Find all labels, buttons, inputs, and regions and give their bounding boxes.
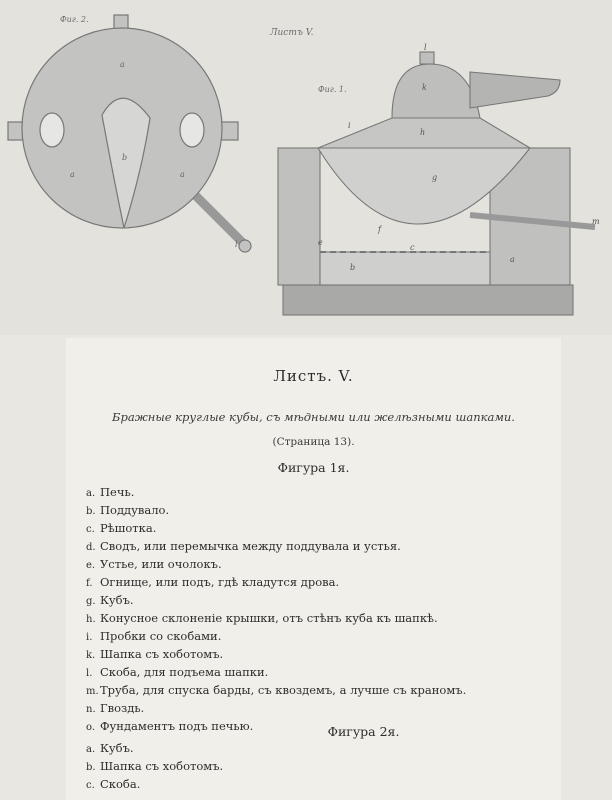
legend-letter: i.	[86, 632, 93, 643]
legend-text: Поддувало.	[100, 503, 170, 517]
fig1-letter: g	[432, 173, 438, 182]
legend-item	[86, 647, 223, 661]
fig1-bracket	[420, 52, 434, 64]
plate-sheet-label: Листъ V.	[270, 28, 314, 38]
legend-item	[86, 503, 169, 517]
legend-text: Кубъ.	[100, 593, 134, 607]
legend-item	[86, 611, 438, 625]
legend-text: Кубъ.	[100, 741, 134, 755]
fig2-letter: b	[122, 153, 128, 162]
fig2-left-plug	[40, 113, 64, 147]
fig2-letter: l	[235, 240, 238, 249]
fig1-ash-pit	[320, 252, 490, 285]
legend-letter: g.	[86, 596, 96, 607]
fig1-letter: e	[318, 238, 323, 247]
fig2-letter: a	[180, 170, 185, 179]
engraving-plate	[0, 0, 612, 335]
fig2-pipe-end	[239, 240, 251, 252]
legend-letter: n.	[86, 704, 96, 715]
page-title: Листъ. V.	[273, 367, 354, 385]
figure-1-heading: Фигура 1я.	[277, 460, 350, 475]
legend-letter: l.	[86, 668, 93, 679]
fig1-letter: h	[420, 128, 426, 137]
legend-letter: d.	[86, 542, 96, 553]
fig1-letter: l	[424, 43, 427, 52]
legend-letter: c.	[86, 780, 95, 791]
legend-letter: e.	[86, 560, 96, 571]
legend-text: Пробки со скобами.	[100, 629, 222, 643]
legend-text: Конусное склоненіе крышки, отъ стѣнъ куба къ шапкѣ.	[100, 611, 438, 625]
legend-item	[86, 741, 134, 755]
legend-text: Скоба.	[100, 777, 141, 791]
legend-text: Устье, или очолокъ.	[100, 557, 222, 571]
legend-text: Печь.	[100, 485, 135, 499]
fig1-letter: b	[350, 263, 356, 272]
legend-item	[86, 701, 144, 715]
fig2-top-knob	[114, 15, 128, 29]
fig2-letter: a	[120, 60, 125, 69]
page-reference: (Страница 13).	[272, 436, 355, 448]
fig1-cap	[392, 64, 480, 118]
fig1-letter: m	[592, 217, 600, 226]
legend-letter: a.	[86, 744, 96, 755]
fig1-spout	[470, 72, 560, 108]
legend-text: Фундаментъ подъ печью.	[100, 719, 254, 733]
legend-text: Труба, для спуска барды, съ квоздемъ, а лучше съ краномъ.	[100, 683, 467, 697]
legend-letter: a.	[86, 488, 96, 499]
legend-text: Огнище, или подъ, гдѣ кладутся дрова.	[100, 575, 340, 589]
fig1-letter: i	[348, 121, 351, 130]
legend-text: Сводъ, или перемычка между поддувала и устья.	[100, 539, 401, 553]
legend-item	[86, 557, 222, 571]
plate-fig1-label: Фиг. 1.	[318, 85, 347, 94]
page-subtitle: Бражные круглые кубы, съ мѣдными или желѣзными шапками.	[112, 410, 515, 424]
fig2-letter: a	[70, 170, 75, 179]
fig2-right-plug	[180, 113, 204, 147]
fig2-pipe	[195, 195, 245, 245]
legend-letter: c.	[86, 524, 95, 535]
legend-letter: b.	[86, 762, 96, 773]
legend-text: Шапка съ хоботомъ.	[100, 647, 224, 661]
legend-item	[86, 575, 339, 589]
legend-text: Гвоздь.	[100, 701, 145, 715]
fig1-letter: f	[378, 225, 381, 234]
fig1-foundation	[283, 285, 573, 315]
legend-letter: h.	[86, 614, 96, 625]
legend-item	[86, 759, 223, 773]
legend-item	[86, 521, 156, 535]
figure-2-top-view	[8, 15, 251, 252]
legend-item	[86, 629, 221, 643]
legend-item	[86, 593, 134, 607]
legend-text: Рѣшотка.	[100, 521, 157, 535]
legend-text: Скоба, для подъема шапки.	[100, 665, 269, 679]
legend-item	[86, 539, 401, 553]
legend-letter: m.	[86, 686, 99, 697]
legend-letter: b.	[86, 506, 96, 517]
fig1-furnace-left-wall	[278, 148, 320, 285]
fig1-letter: k	[422, 83, 427, 92]
legend-item	[86, 777, 140, 791]
figure-2-heading: Фигура 2я.	[327, 724, 400, 739]
legend-page	[66, 338, 561, 800]
legend-letter: o.	[86, 722, 96, 733]
legend-letter: k.	[86, 650, 96, 661]
legend-item	[86, 683, 466, 697]
legend-letter: f.	[86, 578, 93, 589]
engraving-illustration	[0, 0, 612, 335]
legend-item	[86, 485, 134, 499]
plate-fig2-label: Фиг. 2.	[60, 15, 89, 24]
legend-item	[86, 665, 268, 679]
fig1-letter: a	[510, 255, 515, 264]
fig1-letter: c	[410, 243, 415, 252]
fig2-right-handle	[220, 122, 238, 140]
legend-text: Шапка съ хоботомъ.	[100, 759, 224, 773]
